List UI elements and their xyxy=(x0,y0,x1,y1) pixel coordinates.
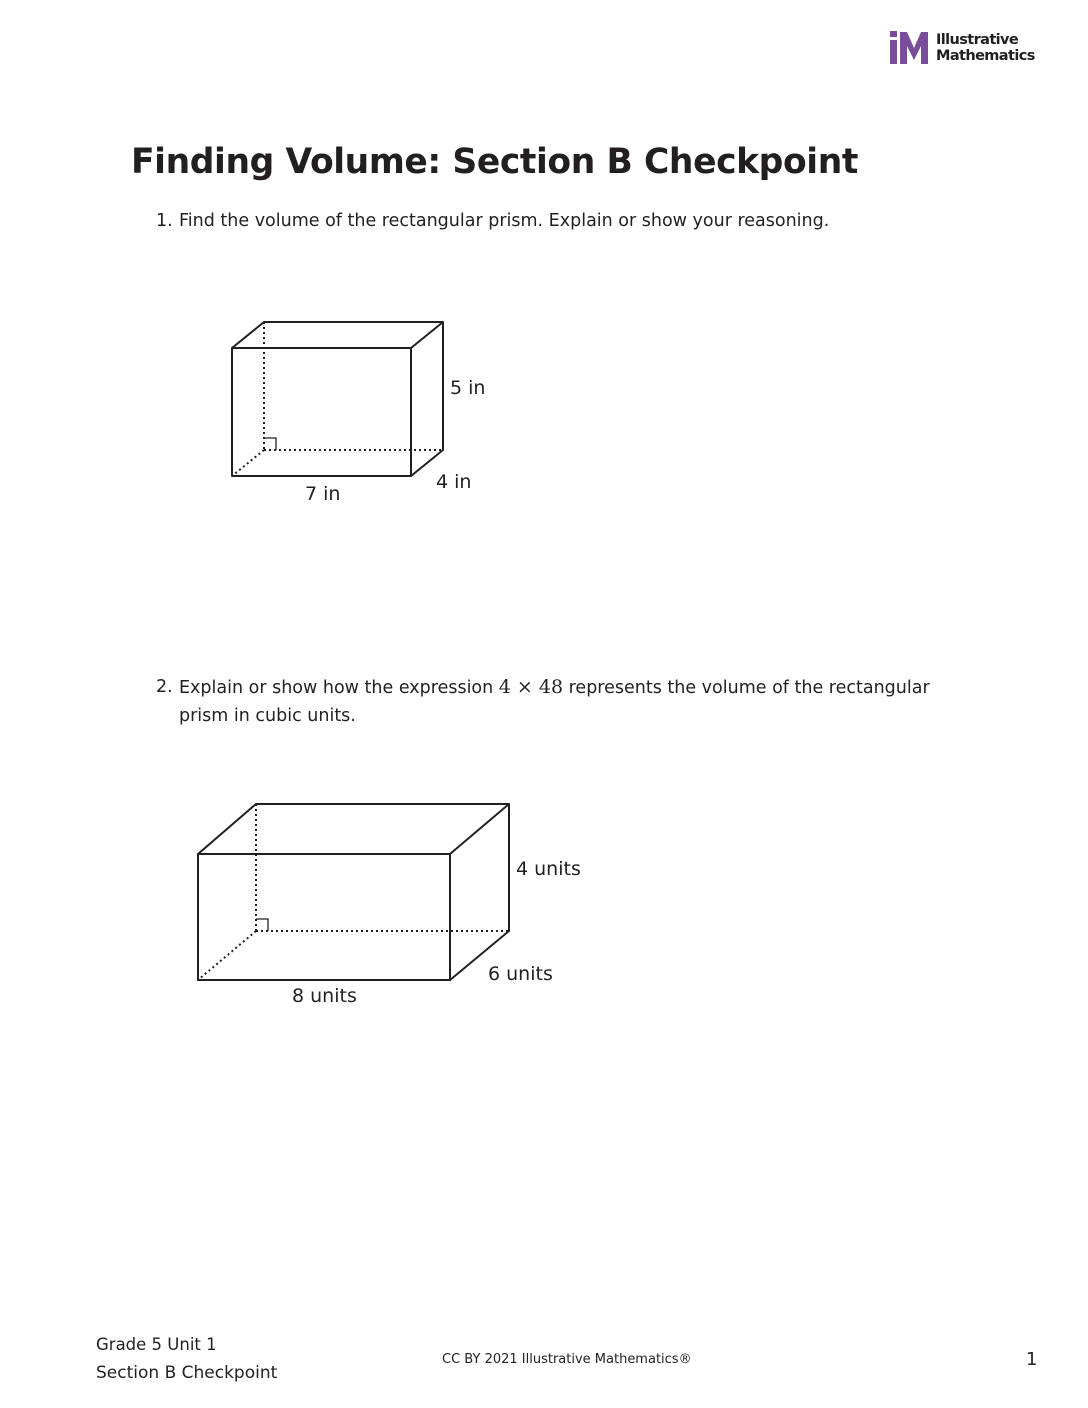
rectangular-prism-figure-2 xyxy=(188,794,588,1014)
math-expression: 4 × 48 xyxy=(498,676,564,698)
problem-text xyxy=(179,673,976,730)
height-label: 5 in xyxy=(450,377,486,399)
prism-front-face xyxy=(198,854,450,980)
prism-back-edges xyxy=(198,804,509,980)
page-title: Finding Volume: Section B Checkpoint xyxy=(131,142,858,182)
im-logo-mark-icon xyxy=(888,30,932,66)
length-label: 8 units xyxy=(292,985,357,1007)
problem-number: 1. xyxy=(156,211,173,231)
depth-label: 4 in xyxy=(436,471,472,493)
right-angle-marker-icon xyxy=(256,919,268,931)
problem-text-start: Explain or show how the expression xyxy=(179,678,499,698)
rectangular-prism-figure-1 xyxy=(222,312,512,512)
prism-front-face xyxy=(232,348,411,476)
right-angle-marker-icon xyxy=(264,438,276,450)
footer-license: CC BY 2021 Illustrative Mathematics® xyxy=(442,1352,692,1367)
footer-section: Section B Checkpoint xyxy=(96,1363,278,1383)
prism-hidden-edges xyxy=(198,804,509,980)
problem-2 xyxy=(156,673,976,730)
problem-number: 2. xyxy=(156,677,173,697)
depth-label: 6 units xyxy=(488,963,553,985)
problem-1 xyxy=(156,207,976,235)
problem-text: Find the volume of the rectangular prism. Explain or show your reasoning. xyxy=(179,211,830,231)
logo-line-1: Illustrative xyxy=(936,32,1019,48)
logo-line-2: Mathematics xyxy=(936,48,1035,64)
length-label: 7 in xyxy=(305,483,341,505)
illustrative-mathematics-logo xyxy=(888,30,1040,68)
logo-wordmark xyxy=(936,32,1035,64)
problem-text-end: represents the volume of the rectangular prism in cubic units. xyxy=(179,678,930,726)
page-number: 1 xyxy=(1026,1349,1038,1370)
footer-unit: Grade 5 Unit 1 xyxy=(96,1335,217,1354)
height-label: 4 units xyxy=(516,858,581,880)
